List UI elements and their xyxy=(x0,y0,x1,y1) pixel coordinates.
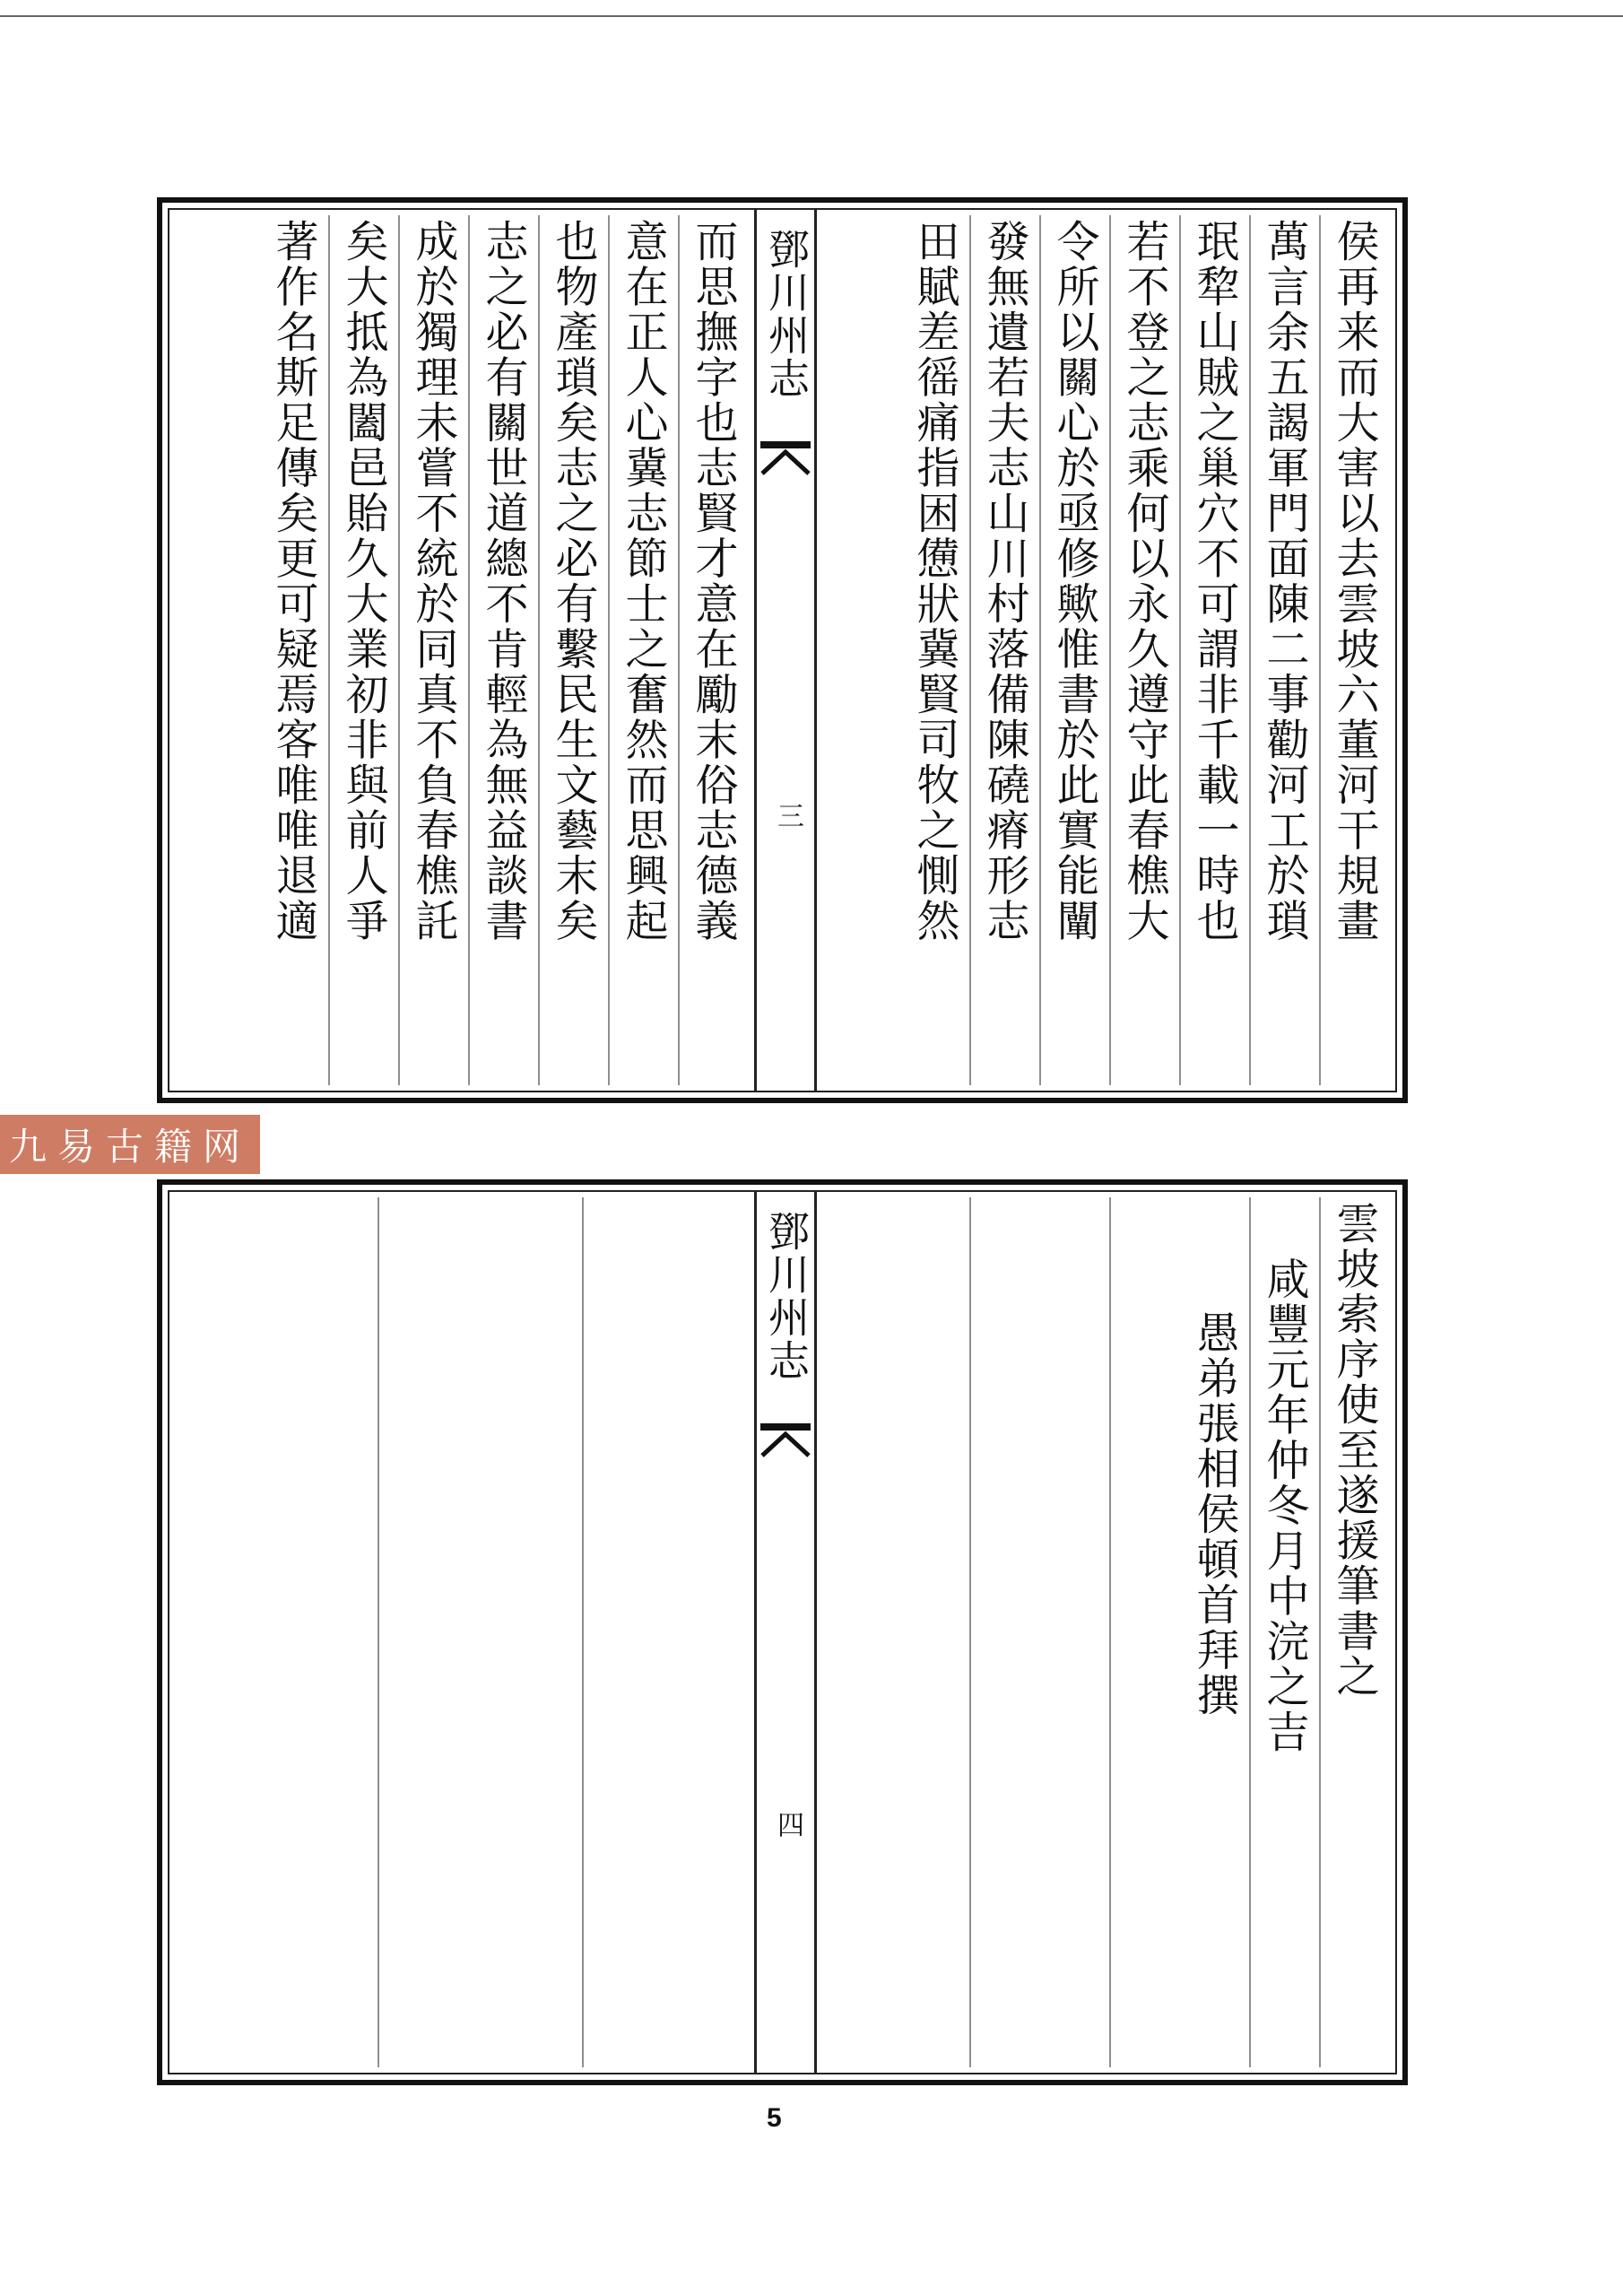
text-column: 珉犂山賊之巢穴不可謂非千載一時也 xyxy=(1189,219,1239,944)
text-column: 田賦差徭痛指困憊狀冀賢司牧之惻然 xyxy=(909,219,959,944)
column-rule xyxy=(1319,215,1321,1085)
column-rule xyxy=(608,215,610,1085)
text-column: 令所以關心於亟修歟惟書於此實能闡 xyxy=(1049,219,1099,944)
leaf-number: 四 xyxy=(772,1811,803,1841)
column-rule xyxy=(1249,1197,1251,2067)
column-rule xyxy=(582,1197,584,2067)
text-column: 著作名斯足傳矣更可疑焉客唯唯退適 xyxy=(268,219,318,944)
page-number: 5 xyxy=(767,2103,782,2133)
column-rule xyxy=(969,215,971,1085)
center-band xyxy=(754,1192,817,2073)
column-rule xyxy=(378,1197,379,2067)
column-rule xyxy=(398,215,400,1085)
text-column: 萬言余五謁軍門面陳二事勸河工於瑣 xyxy=(1259,219,1309,944)
signature-column: 愚弟張相侯頓首拜撰 xyxy=(1189,1310,1239,1718)
top-rule xyxy=(0,15,1623,17)
column-rule xyxy=(538,215,540,1085)
column-rule xyxy=(1109,1197,1111,2067)
text-column: 雲坡索序使至遂援筆書之 xyxy=(1329,1201,1379,1700)
column-rule xyxy=(1179,215,1181,1085)
text-column: 意在正人心冀志節士之奮然而思興起 xyxy=(618,219,668,944)
column-rule xyxy=(1109,215,1111,1085)
text-column: 發無遺若夫志山川村落備陳磽瘠形志 xyxy=(979,219,1029,944)
site-watermark: 九易古籍网 xyxy=(0,1115,260,1174)
text-column: 侯再来而大害以去雲坡六董河干規畫 xyxy=(1329,219,1379,944)
date-column: 咸豐元年仲冬月中浣之吉 xyxy=(1259,1257,1309,1755)
center-band xyxy=(754,210,817,1091)
column-rule xyxy=(328,215,330,1085)
text-column: 也物產瑣矣志之必有繫民生文藝末矣 xyxy=(548,219,598,944)
text-column: 而思撫字也志賢才意在勵末俗志德義 xyxy=(688,219,738,944)
leaf-number: 三 xyxy=(772,802,803,832)
column-rule xyxy=(969,1197,971,2067)
text-column: 成於獨理未嘗不統於同真不負春樵託 xyxy=(408,219,458,944)
column-rule xyxy=(468,215,470,1085)
book-title: 鄧川州志 xyxy=(762,228,811,400)
text-column: 若不登之志乘何以永久遵守此春樵大 xyxy=(1119,219,1169,944)
column-rule xyxy=(678,215,680,1085)
column-rule xyxy=(1319,1197,1321,2067)
column-rule xyxy=(1249,215,1251,1085)
fishtail-mark xyxy=(760,1423,811,1459)
bottom-leaf xyxy=(157,1179,1408,2085)
top-leaf xyxy=(157,197,1408,1103)
book-title: 鄧川州志 xyxy=(762,1210,811,1382)
text-column: 矣大抵為闔邑貽久大業初非與前人爭 xyxy=(338,219,388,944)
text-column: 志之必有關世道總不肯輕為無益談書 xyxy=(478,219,528,944)
column-rule xyxy=(1039,215,1041,1085)
fishtail-mark xyxy=(760,441,811,477)
